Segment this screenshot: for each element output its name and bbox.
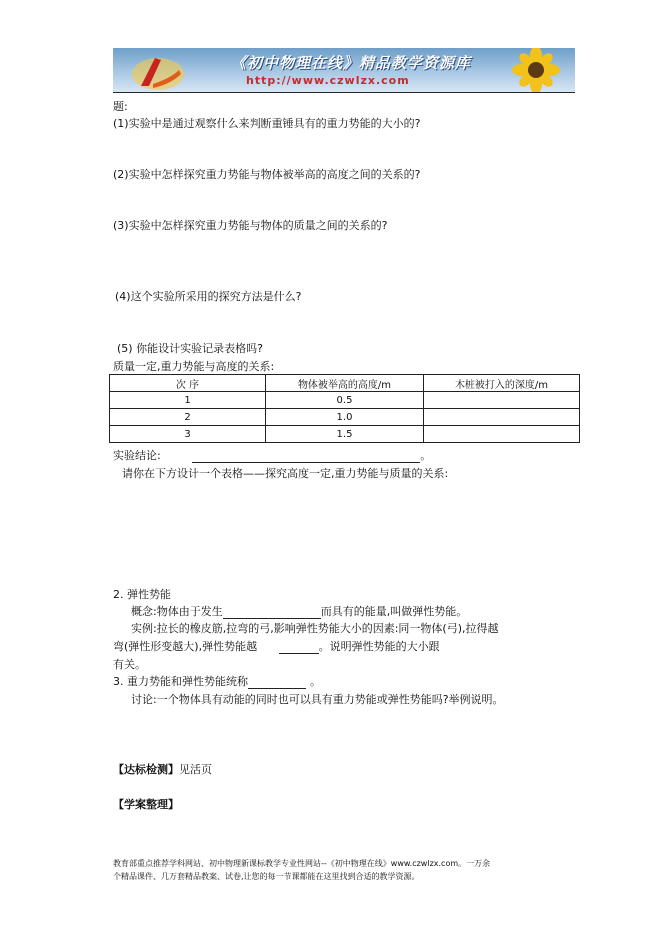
banner-title: 《初中物理在线》精品教学资源库 bbox=[231, 54, 472, 72]
question-1: (1)实验中是通过观察什么来判断重锤具有的重力势能的大小的? bbox=[113, 117, 421, 130]
conclusion-line bbox=[113, 447, 431, 463]
site-logo-icon bbox=[113, 48, 193, 92]
question-prefix: 题: bbox=[113, 100, 128, 113]
table-row bbox=[110, 426, 580, 443]
footer-line-1: 教育部重点推荐学科网站、初中物理新课标教学专业性网站--《初中物理在线》www.czwlzx.com。一万余 bbox=[113, 859, 491, 868]
table-row bbox=[110, 392, 580, 409]
banner-url: http://www.czwlzx.com bbox=[246, 74, 410, 87]
sunflower-icon bbox=[501, 48, 571, 92]
table-row bbox=[110, 409, 580, 426]
discussion-text: 讨论:一个物体具有动能的同时也可以具有重力势能或弹性势能吗?举例说明。 bbox=[131, 693, 504, 706]
table-header-cell: 木桩被打入的深度/m bbox=[424, 375, 580, 392]
concept-text-b: 而具有的能量,叫做弹性势能。 bbox=[320, 605, 468, 618]
section-2-title: 2. 弹性势能 bbox=[113, 588, 171, 601]
concept-blank[interactable] bbox=[223, 618, 321, 619]
section-3-line bbox=[113, 673, 321, 689]
design-prompt: 请你在下方设计一个表格——探究高度一定,重力势能与质量的关系: bbox=[122, 467, 449, 480]
question-4: (4)这个实验所采用的探究方法是什么? bbox=[115, 290, 302, 303]
example-line-2 bbox=[113, 638, 440, 654]
table-cell bbox=[424, 426, 580, 443]
concept-line bbox=[131, 603, 467, 619]
table-cell: 2 bbox=[110, 409, 266, 426]
table-cell bbox=[424, 409, 580, 426]
conclusion-blank[interactable] bbox=[192, 462, 420, 463]
table-cell: 1 bbox=[110, 392, 266, 409]
question-3: (3)实验中怎样探究重力势能与物体的质量之间的关系的? bbox=[113, 219, 388, 232]
check-label: 【达标检测】 bbox=[113, 763, 179, 776]
table-caption: 质量一定,重力势能与高度的关系: bbox=[113, 360, 275, 373]
section-3-text-a: 3. 重力势能和弹性势能统称 bbox=[113, 675, 248, 688]
header-rule bbox=[113, 92, 575, 93]
example-line-1: 实例:拉长的橡皮筋,拉弯的弓,影响弹性势能大小的因素:同一物体(弓),拉得越 bbox=[131, 622, 499, 635]
question-2: (2)实验中怎样探究重力势能与物体被举高的高度之间的关系的? bbox=[113, 168, 421, 181]
example-line-3: 有关。 bbox=[113, 658, 146, 671]
table-header-row bbox=[110, 375, 580, 392]
example-text-a: 弯(弹性形变越大),弹性势能越 bbox=[113, 640, 258, 653]
table-header-cell: 物体被举高的高度/m bbox=[266, 375, 424, 392]
summary-label: 【学案整理】 bbox=[113, 798, 179, 811]
table-cell bbox=[424, 392, 580, 409]
table-header-cell: 次 序 bbox=[110, 375, 266, 392]
table-cell: 1.0 bbox=[266, 409, 424, 426]
table-cell: 3 bbox=[110, 426, 266, 443]
footer-line-2: 个精品课件、几万套精品教案、试卷,让您的每一节课都能在这里找到合适的教学资源。 bbox=[113, 872, 420, 881]
conclusion-label: 实验结论: bbox=[113, 449, 161, 462]
header-banner bbox=[113, 48, 575, 92]
question-5: (5) 你能设计实验记录表格吗? bbox=[117, 342, 263, 355]
check-text: 见活页 bbox=[179, 763, 212, 776]
example-blank[interactable] bbox=[279, 653, 319, 654]
conclusion-end: 。 bbox=[420, 449, 432, 462]
concept-text-a: 概念:物体由于发生 bbox=[131, 605, 223, 618]
section-3-text-b: 。 bbox=[310, 675, 321, 688]
section-3-blank[interactable] bbox=[248, 688, 306, 689]
experiment-record-table bbox=[109, 374, 580, 443]
table-cell: 0.5 bbox=[266, 392, 424, 409]
check-line bbox=[113, 761, 212, 777]
table-cell: 1.5 bbox=[266, 426, 424, 443]
example-text-b: 。说明弹性势能的大小跟 bbox=[318, 640, 440, 653]
